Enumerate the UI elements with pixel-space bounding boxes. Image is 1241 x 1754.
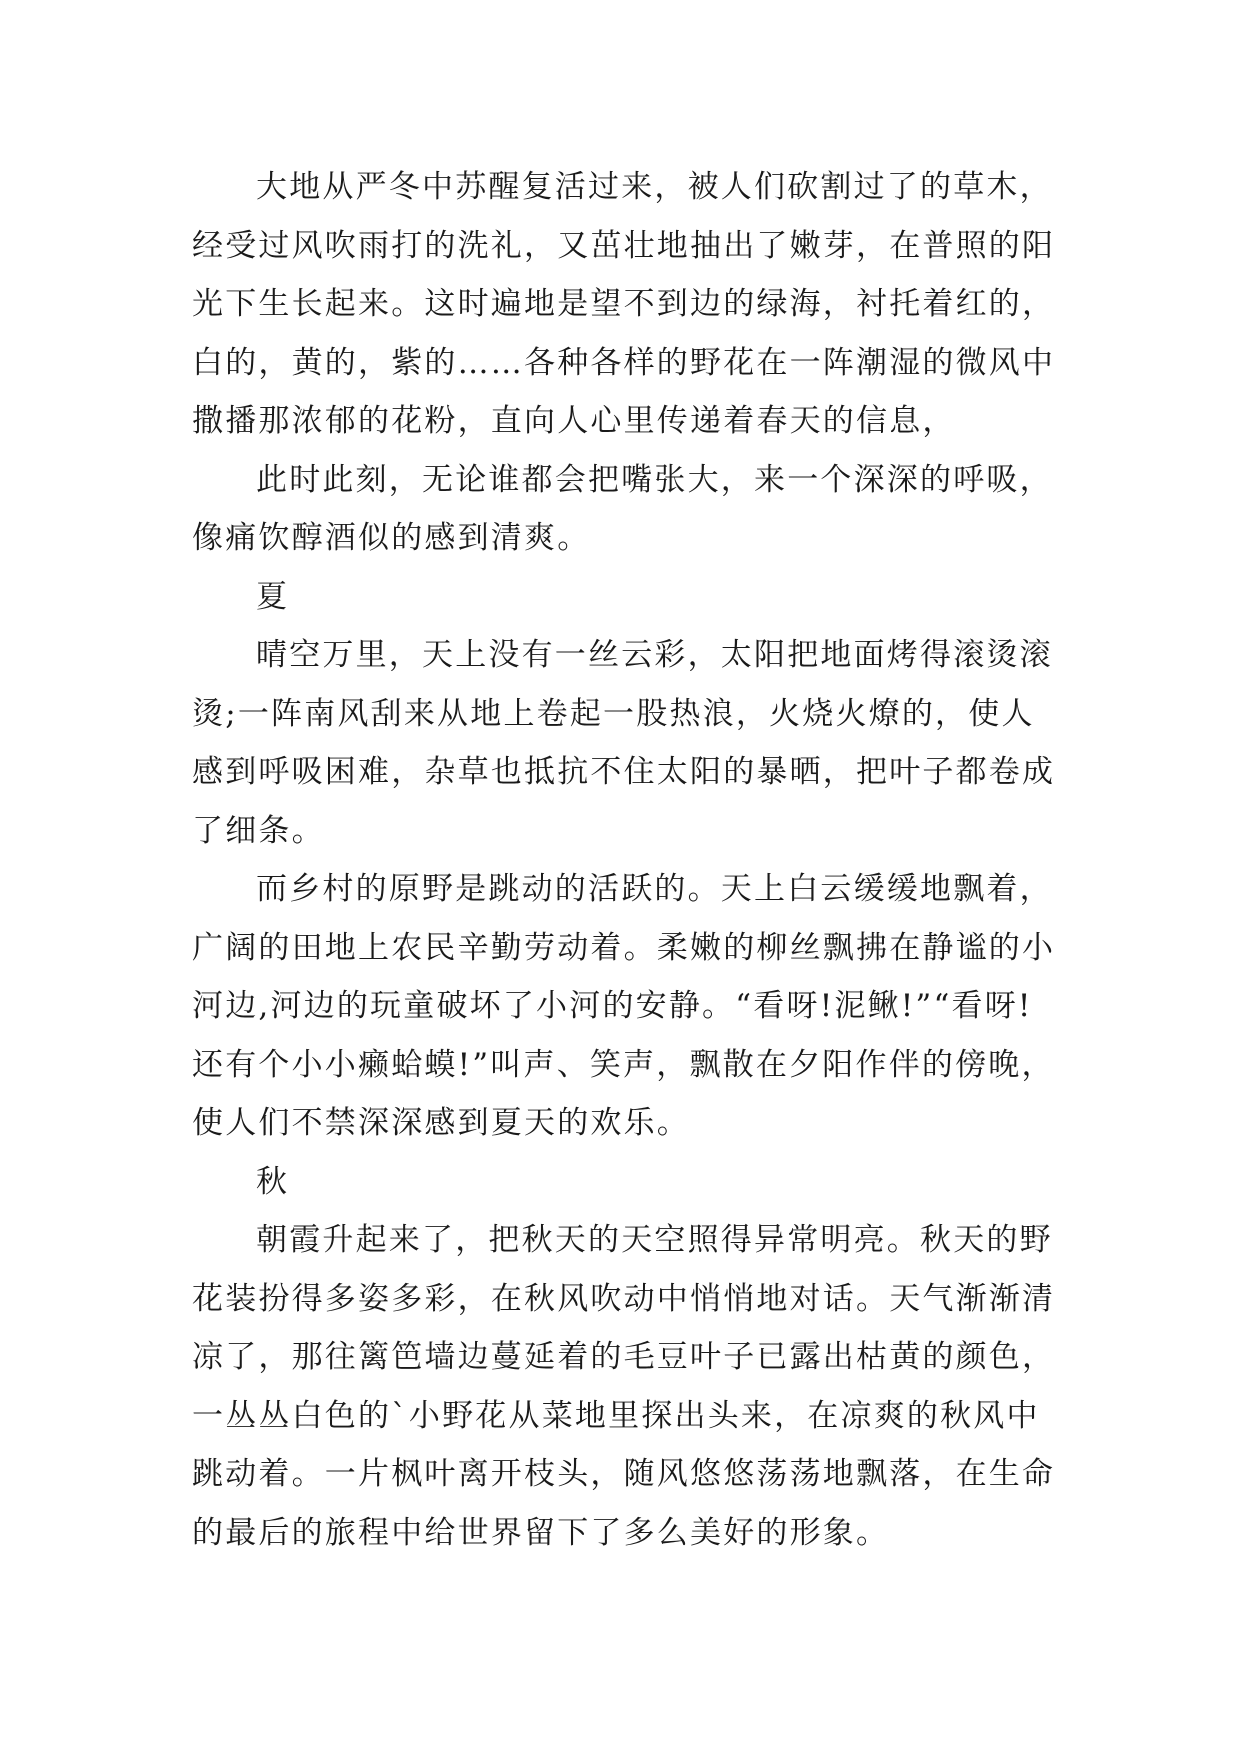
text-line: 经受过风吹雨打的洗礼，又茁壮地抽出了嫩芽，在普照的阳 (192, 227, 1056, 264)
text-line: 一丛丛白色的`小野花从菜地里探出头来，在凉爽的秋风中 (192, 1397, 1040, 1434)
text-line: 像痛饮醇酒似的感到清爽。 (192, 520, 591, 556)
text-line: 的最后的旅程中给世界留下了多么美好的形象。 (192, 1514, 890, 1551)
paragraph (192, 451, 1082, 568)
text-line: 白的，黄的，紫的……各种各样的野花在一阵潮湿的微风中 (192, 344, 1056, 381)
paragraph (192, 1211, 1082, 1562)
text-line: 了细条。 (192, 812, 325, 849)
text-line: 感到呼吸困难，杂草也抵抗不住太阳的暴晒，把叶子都卷成 (192, 754, 1056, 790)
text-line: 花装扮得多姿多彩，在秋风吹动中悄悄地对话。天气渐渐清 (192, 1280, 1056, 1317)
paragraph (192, 626, 1082, 860)
text-line: 河边,河边的玩童破坏了小河的安静。“看呀!泥鳅!”“看呀! (192, 988, 1033, 1024)
text-line: 大地从严冬中苏醒复活过来，被人们砍割过了的草木， (256, 169, 1053, 205)
text-line: 广阔的田地上农民辛勤劳动着。柔嫩的柳丝飘拂在静谧的小 (192, 929, 1056, 966)
text-line: 而乡村的原野是跳动的活跃的。天上白云缓缓地飘着， (256, 871, 1053, 907)
paragraph (192, 860, 1082, 1153)
paragraph (192, 158, 1082, 451)
text-line: 烫;一阵南风刮来从地上卷起一股热浪，火烧火燎的，使人 (192, 695, 1035, 732)
text-line: 使人们不禁深深感到夏天的欢乐。 (192, 1105, 690, 1141)
text-line: 撒播那浓郁的花粉，直向人心里传递着春天的信息， (192, 403, 956, 439)
text-line: 朝霞升起来了，把秋天的天空照得异常明亮。秋天的野 (256, 1222, 1053, 1258)
document-page (192, 158, 1082, 1562)
text-line: 此时此刻，无论谁都会把嘴张大，来一个深深的呼吸， (256, 461, 1053, 498)
text-line: 还有个小小癞蛤蟆!”叫声、笑声，飘散在夕阳作伴的傍晚， (192, 1046, 1055, 1083)
section-heading (192, 1153, 1082, 1212)
section-heading-summer: 夏 (256, 578, 290, 615)
text-line: 凉了，那往篱笆墙边蔓延着的毛豆叶子已露出枯黄的颜色， (192, 1339, 1056, 1375)
text-line: 跳动着。一片枫叶离开枝头，随风悠悠荡荡地飘落，在生命 (192, 1456, 1056, 1492)
section-heading (192, 568, 1082, 627)
text-line: 光下生长起来。这时遍地是望不到边的绿海，衬托着红的， (192, 286, 1056, 322)
text-line: 晴空万里，天上没有一丝云彩，太阳把地面烤得滚烫滚 (256, 637, 1053, 673)
section-heading-autumn: 秋 (256, 1163, 290, 1200)
